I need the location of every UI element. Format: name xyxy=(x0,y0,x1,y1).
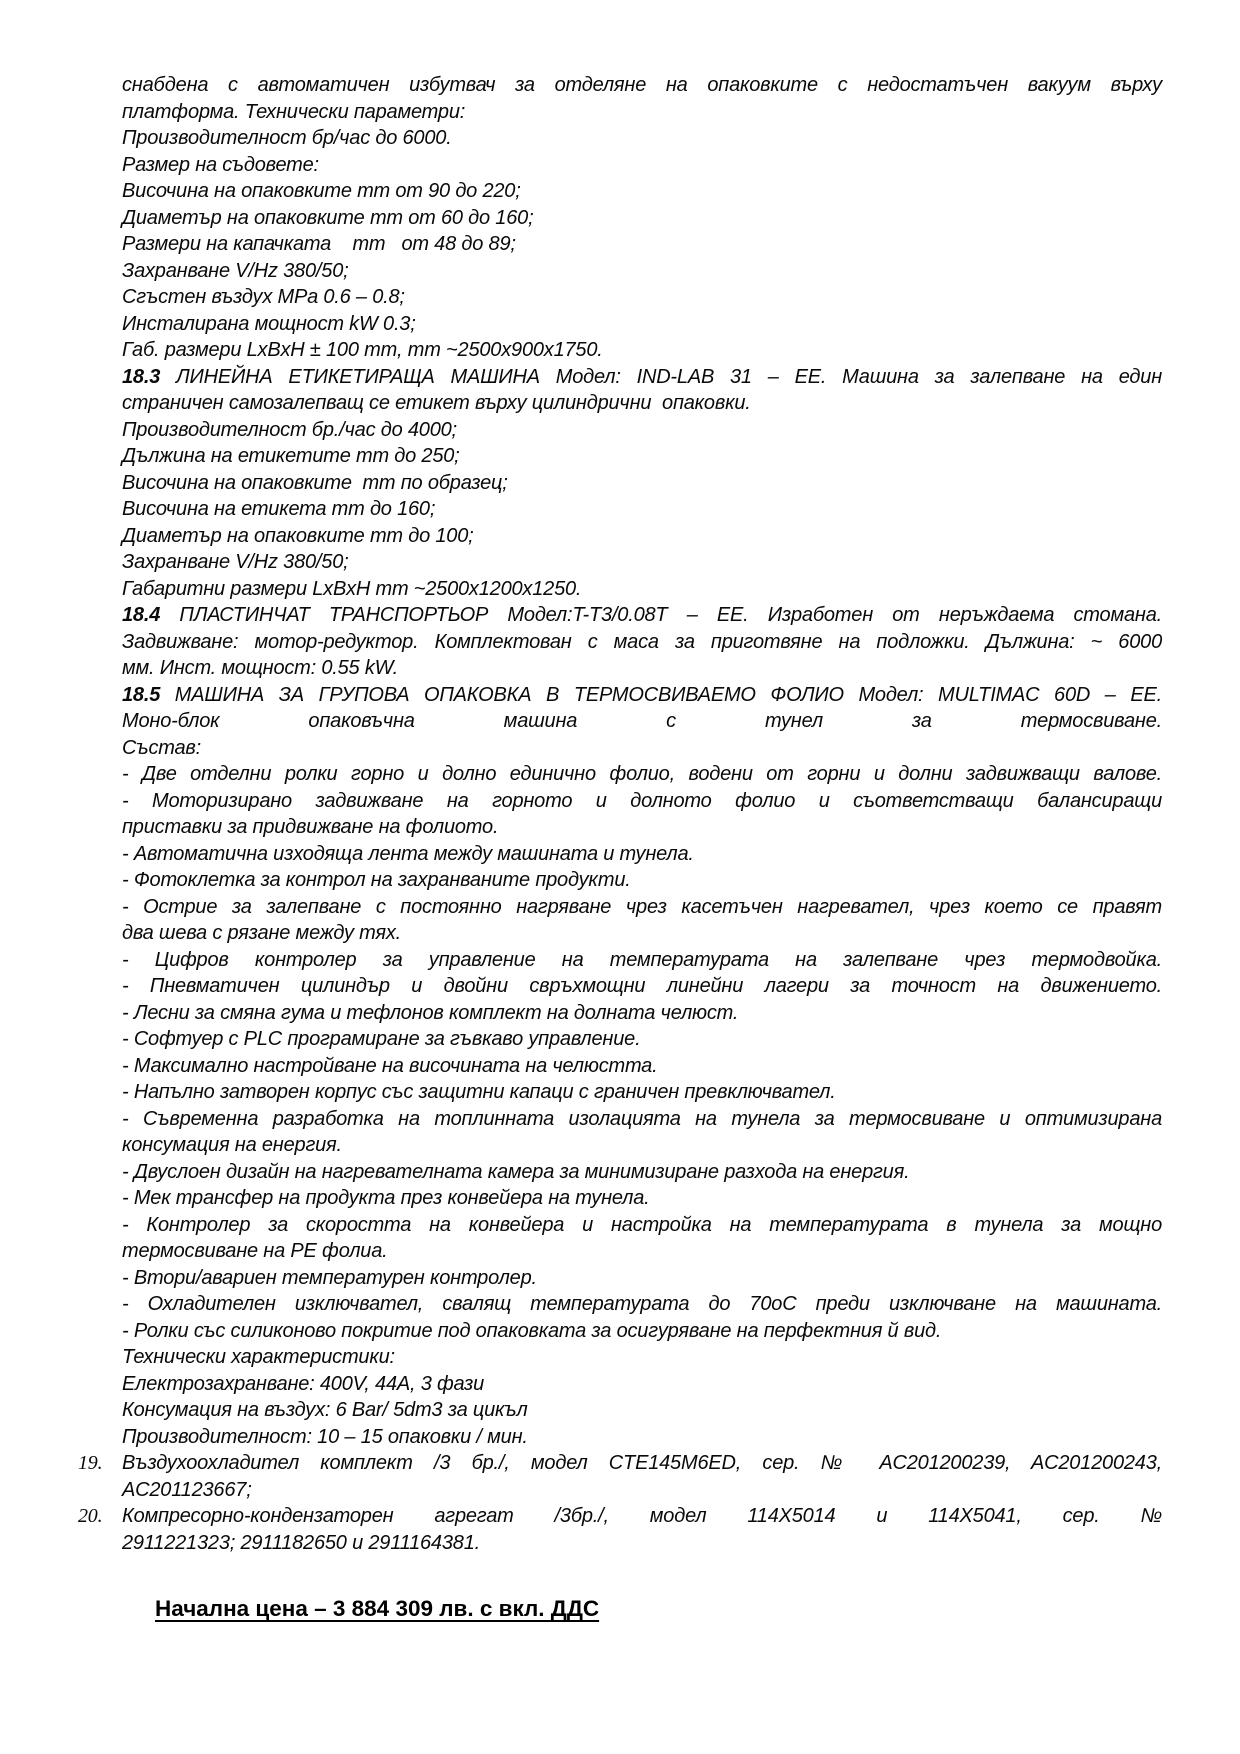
text-line: 2911221323; 2911182650 и 2911164381. xyxy=(122,1531,480,1554)
text-line: Височина на опаковките mm от 90 до 220; xyxy=(122,180,521,202)
text-line: Дължина на етикетите mm до 250; xyxy=(122,445,460,467)
starting-price: Начална цена – 3 884 309 лв. с вкл. ДДС xyxy=(155,1596,600,1621)
text-line: Производителност бр/час до 6000. xyxy=(122,127,452,149)
text-line: - Охладителен изключвател, свалящ температурата до 70оС преди изключване на машината. xyxy=(122,1293,1162,1315)
text-line: - Фотоклетка за контрол на захранваните продукти. xyxy=(122,869,631,891)
text-line: Моно-блок опаковъчна машина с тунел за термосвиване. xyxy=(122,710,1162,732)
text-line: 20. Компресорно-кондензаторен агрегат /3бр./, модел 114X5014 и 114X5041, сер. № xyxy=(122,1503,1162,1530)
text-line: Сгъстен въздух MPa 0.6 – 0.8; xyxy=(122,286,405,308)
text-line: Технически характеристики: xyxy=(122,1346,395,1368)
text-line: Производителност бр./час до 4000; xyxy=(122,418,457,441)
text-line: Височина на опаковките mm по образец; xyxy=(122,471,508,494)
list-number: 20. xyxy=(78,1505,103,1527)
list-number: 19. xyxy=(78,1452,103,1474)
text-line: Консумация на въздух: 6 Bar/ 5dm3 за цикъл xyxy=(122,1399,528,1421)
text-line: приставки за придвижване на фолиото. xyxy=(122,816,499,838)
text-line: - Максимално настройване на височината на челюстта. xyxy=(122,1054,658,1077)
text-line: Инсталирана мощност kW 0.3; xyxy=(122,312,416,335)
text-line: мм. Инст. мощност: 0.55 kW. xyxy=(122,657,398,679)
text-line: - Автоматична изходяща лента между машината и тунела. xyxy=(122,842,694,865)
text-line: - Острие за залепване с постоянно нагряване чрез касетъчен нагревател, чрез което се правят xyxy=(122,895,1162,918)
text-line: - Софтуер с PLC програмиране за гъвкаво управление. xyxy=(122,1028,641,1050)
text-line: - Ролки със силиконово покритие под опаковката за осигуряване на перфектния й вид. xyxy=(122,1319,942,1342)
text-line: страничен самозалепващ се етикет върху цилиндрични опаковки. xyxy=(122,392,751,414)
text-line: термосвиване на PE фолиа. xyxy=(122,1240,388,1262)
text-line: - Моторизирано задвижване на горното и долното фолио и съответстващи балансиращи xyxy=(122,789,1162,812)
text-line: - Втори/авариен температурен контролер. xyxy=(122,1266,537,1289)
text-line: Размер на съдовете: xyxy=(122,153,319,176)
text-line: - Цифров контролер за управление на температурата на залепване чрез термодвойка. xyxy=(122,948,1162,971)
text-line: 18.3 ЛИНЕЙНА ЕТИКЕТИРАЩА МАШИНА Модел: IND-LAB 31 – ЕЕ. Машина за залепване на един xyxy=(122,365,1162,388)
text-line: Габаритни размери LxBxH mm ~2500x1200x1250. xyxy=(122,577,582,600)
text-line: - Пневматичен цилиндър и двойни свръхмощни линейни лагери за точност на движението. xyxy=(122,975,1162,997)
text-line: Височина на етикета mm до 160; xyxy=(122,498,436,520)
text-line: - Двуслоен дизайн на нагревателната камера за минимизиране разхода на енергия. xyxy=(122,1160,910,1183)
text-line: 19. Въздухоохладител комплект /3 бр./, модел CTE145M6ED, сер. № AC201200239, AC201200243, xyxy=(122,1450,1162,1477)
text-line: два шева с рязане между тях. xyxy=(122,922,401,944)
text-line: Диаметър на опаковките mm до 100; xyxy=(122,524,474,547)
text-line: Захранване V/Hz 380/50; xyxy=(122,259,349,282)
document-body xyxy=(78,72,1162,1623)
section-number: 18.3 xyxy=(122,365,161,388)
text-line: Състав: xyxy=(122,736,202,759)
text-line: - Контролер за скоростта на конвейера и настройка на температурата в тунела за мощно xyxy=(122,1213,1162,1236)
text-line: Задвижване: мотор-редуктор. Комплектован с маса за приготвяне на подложки. Дължина: ~ 6000 xyxy=(122,630,1162,653)
text-line: Захранване V/Hz 380/50; xyxy=(122,551,349,573)
text-line: 18.4 ПЛАСТИНЧАТ ТРАНСПОРТЬОР Модел:T-T3/0.08T – ЕЕ. Изработен от неръждаема стомана. xyxy=(122,604,1162,626)
text-line: - Две отделни ролки горно и долно единично фолио, водени от горни и долни задвижващи валове. xyxy=(122,763,1162,785)
text-line: Електрозахранване: 400V, 44A, 3 фази xyxy=(122,1372,485,1395)
text-line: - Съвременна разработка на топлинната изолацията на тунела за термосвиване и оптимизирана xyxy=(122,1107,1162,1130)
text-line: AC201123667; xyxy=(122,1478,252,1501)
text-line: - Лесни за смяна гума и тефлонов комплект на долната челюст. xyxy=(122,1001,739,1024)
section-number: 18.4 xyxy=(122,604,161,626)
text-line: Габ. размери LxBxH ± 100 mm, mm ~2500x900x1750. xyxy=(122,339,603,361)
text-line: - Напълно затворен корпус със защитни капаци с граничен превключвател. xyxy=(122,1081,836,1103)
section-number: 18.5 xyxy=(122,683,161,706)
text-line: снабдена с автоматичен избутвач за отделяне на опаковките с недостатъчен вакуум върху xyxy=(122,74,1162,96)
text-line: - Мек трансфер на продукта през конвейера на тунела. xyxy=(122,1187,650,1209)
text-line: Диаметър на опаковките mm от 60 до 160; xyxy=(122,206,534,229)
text-line: 18.5 МАШИНА ЗА ГРУПОВА ОПАКОВКА В ТЕРМОСВИВАЕМО ФОЛИО Модел: MULTIMAC 60D – ЕЕ. xyxy=(122,683,1162,706)
text-line: платформа. Технически параметри: xyxy=(122,100,466,123)
text-line: Размери на капачката mm от 48 до 89; xyxy=(122,233,516,255)
text-line: консумация на енергия. xyxy=(122,1134,342,1156)
text-line: Производителност: 10 – 15 опаковки / мин. xyxy=(122,1425,528,1448)
